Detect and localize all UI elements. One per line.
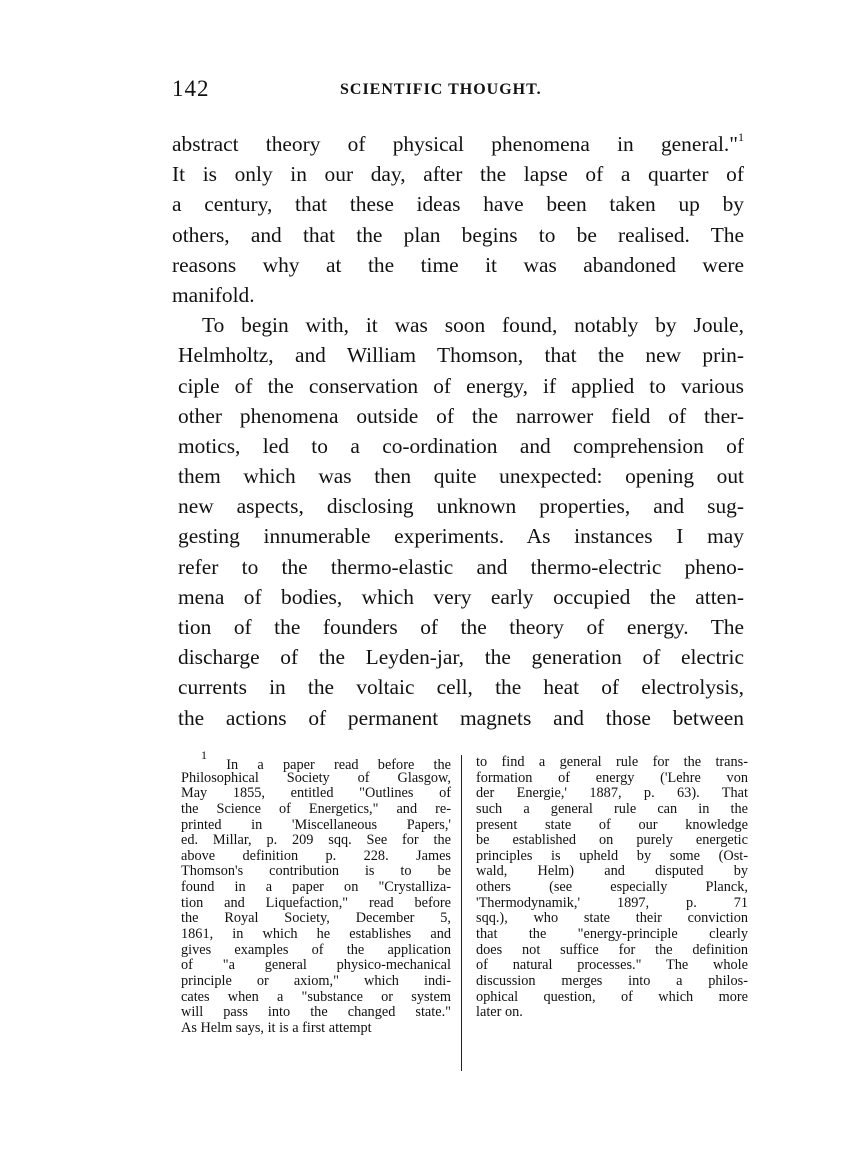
footnote-marker: 1	[201, 748, 207, 762]
footnote-line: wald, Helm) and disputed by	[476, 863, 748, 880]
text-line: ciple of the conservation of energy, if applied to various	[178, 373, 744, 398]
footnote-line: others (see especially Planck,	[476, 879, 748, 896]
footnote-line: principle or axiom," which indi-	[181, 972, 451, 989]
footnote-line: ed. Millar, p. 209 sqq. See for the	[181, 832, 451, 849]
footnote-line: printed in 'Miscellaneous Papers,'	[181, 816, 451, 833]
footnote-line: Thomson's contribution is to be	[181, 863, 451, 880]
footnote-line: of natural processes." The whole	[476, 957, 748, 974]
text-line: refer to the thermo-elastic and thermo-electric pheno-	[178, 554, 744, 579]
text-line: reasons why at the time it was abandoned were	[172, 252, 744, 277]
footnote-line: to find a general rule for the trans-	[476, 754, 748, 770]
footnote-line: of "a general physico-mechanical	[181, 957, 451, 974]
footnote-column-divider	[461, 755, 462, 1071]
text-line: the actions of permanent magnets and those between	[178, 705, 744, 730]
footnote-line: 1861, in which he establishes and	[181, 926, 451, 943]
text-line: new aspects, disclosing unknown properties, and sug-	[178, 494, 744, 519]
footnote-line: found in a paper on "Crystalliza-	[181, 879, 451, 896]
line-text: abstract theory of physical phenomena in general."	[172, 132, 738, 156]
text-line: It is only in our day, after the lapse of a quarter of	[172, 162, 744, 187]
footnote-left-column	[181, 748, 452, 1037]
text-line: them which was then quite unexpected: opening out	[178, 464, 744, 489]
footnote-reference: 1	[738, 130, 744, 144]
footnote-line: May 1855, entitled "Outlines of	[181, 785, 451, 802]
page-number: 142	[172, 76, 210, 101]
footnote-line	[181, 748, 452, 773]
text-line: To begin with, it was soon found, notably by Joule,	[202, 313, 744, 338]
main-text	[172, 129, 744, 733]
footnote-line: above definition p. 228. James	[181, 847, 451, 864]
footnote-line: ophical question, of which more	[476, 988, 748, 1005]
text-line: manifold.	[172, 282, 255, 307]
text-line: discharge of the Leyden-jar, the generation of electric	[178, 645, 744, 670]
text-line: currents in the voltaic cell, the heat of electrolysis,	[178, 675, 744, 700]
text-line: other phenomena outside of the narrower field of ther-	[178, 403, 744, 428]
footnote-line: cates when a "substance or system	[181, 988, 451, 1005]
footnote-line: principles is upheld by some (Ost-	[476, 847, 748, 864]
running-title: SCIENTIFIC THOUGHT.	[340, 81, 542, 98]
footnote-line: that the "energy-principle clearly	[476, 926, 748, 943]
footnote-line: discussion merges into a philos-	[476, 972, 748, 989]
footnote-line: der Energie,' 1887, p. 63). That	[476, 785, 748, 802]
text-line: tion of the founders of the theory of energy. The	[178, 615, 744, 639]
text-line: mena of bodies, which very early occupied the atten-	[178, 584, 744, 609]
text-line: a century, that these ideas have been taken up by	[172, 192, 744, 217]
paragraph-1	[172, 129, 744, 310]
footnote-right-column	[476, 755, 748, 1021]
footnote-line: As Helm says, it is a first attempt	[181, 1019, 372, 1036]
page-header	[172, 76, 772, 106]
footnote-line: formation of energy ('Lehre von	[476, 769, 748, 786]
footnote-line: later on.	[476, 1004, 523, 1021]
footnote-line: gives examples of the application	[181, 941, 451, 958]
text-line: gesting innumerable experiments. As instances I may	[178, 524, 744, 549]
footnote-line: the Science of Energetics," and re-	[181, 800, 451, 817]
text-line: motics, led to a co-ordination and comprehension of	[178, 433, 744, 458]
footnote-line: present state of our knowledge	[476, 816, 748, 833]
footnote-line: will pass into the changed state."	[181, 1004, 451, 1021]
footnote-line: the Royal Society, December 5,	[181, 910, 451, 927]
footnote-line: 'Thermodynamik,' 1897, p. 71	[476, 894, 748, 911]
footnote-line: does not suffice for the definition	[476, 941, 748, 958]
text-line	[172, 129, 744, 159]
text-line: others, and that the plan begins to be realised. The	[172, 222, 744, 247]
footnote-line: be established on purely energetic	[476, 832, 748, 849]
footnote-line: tion and Liquefaction," read before	[181, 894, 451, 911]
footnote-text: In a paper read before the	[226, 757, 452, 773]
footnote-line: Philosophical Society of Glasgow,	[181, 769, 451, 786]
footnotes	[181, 748, 748, 1073]
paragraph-2	[172, 310, 744, 733]
footnote-line: sqq.), who state their conviction	[476, 910, 748, 927]
footnote-line: such a general rule can in the	[476, 800, 748, 817]
text-line: Helmholtz, and William Thomson, that the new prin-	[178, 343, 744, 368]
